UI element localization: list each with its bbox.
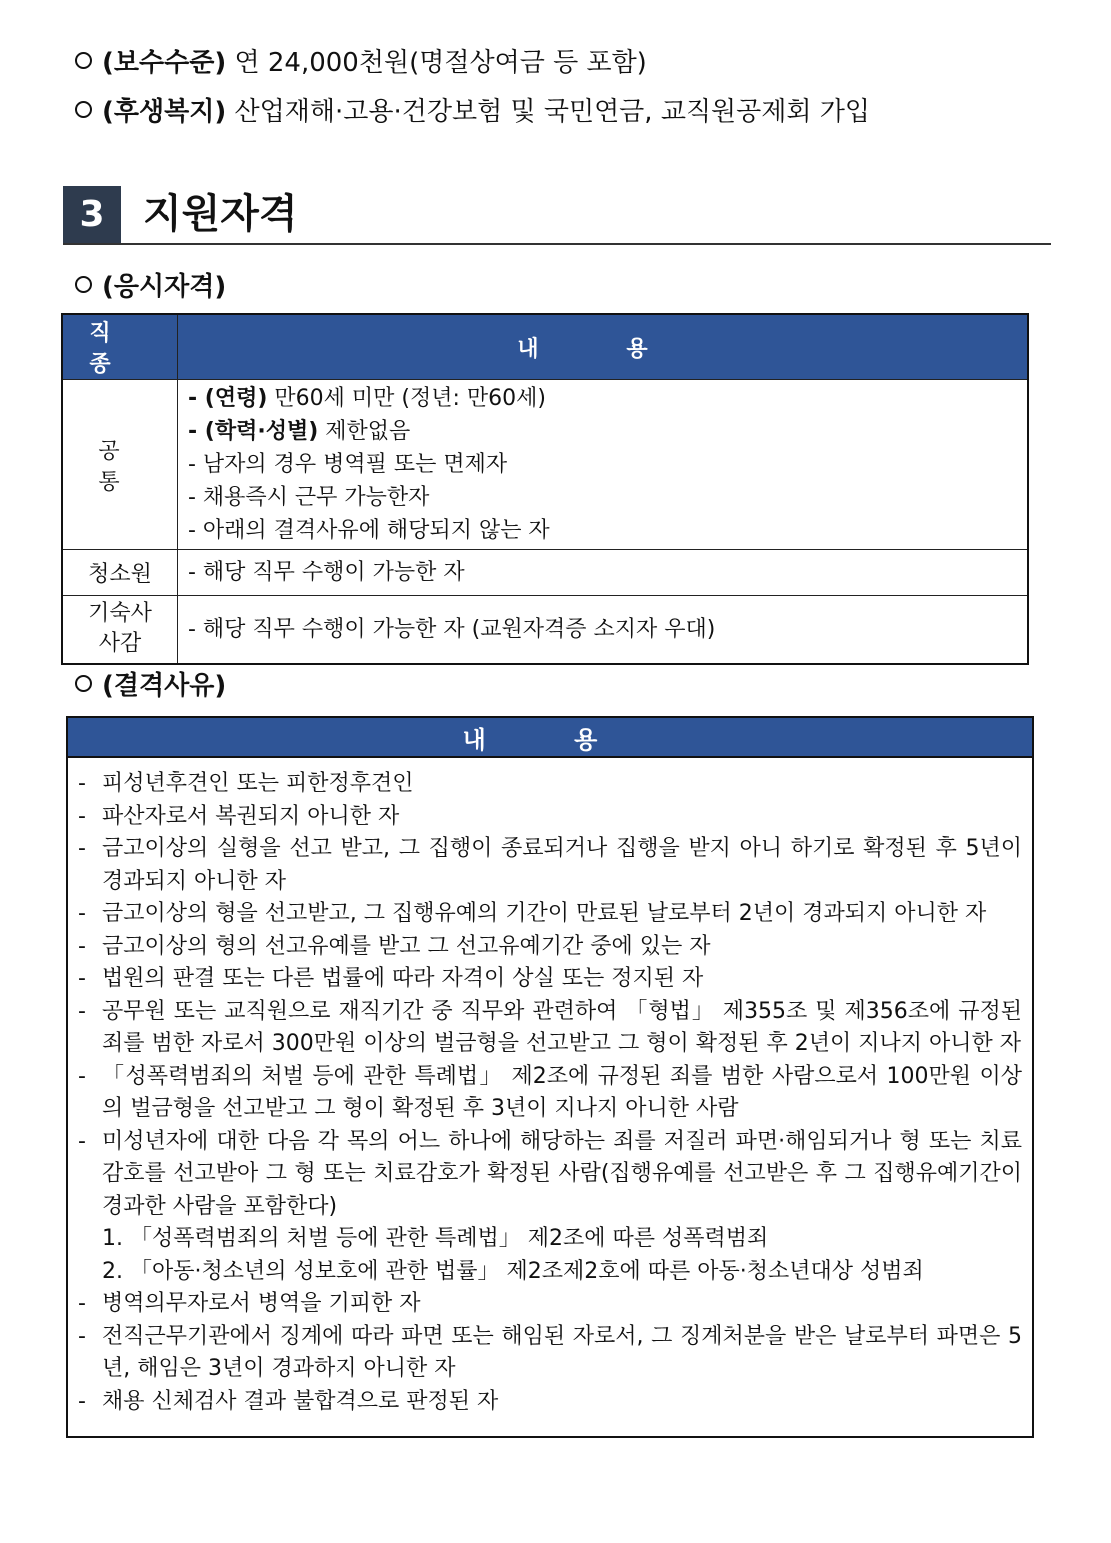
salary-text: 연 24,000천원(명절상여금 등 포함) [226, 48, 647, 78]
row-content: - 해당 직무 수행이 가능한 자 [178, 550, 1029, 596]
list-item: - 피성년후견인 또는 피한정후견인 [78, 771, 414, 796]
disqualification-table [66, 716, 1034, 1438]
content-line: - (연령) 만60세 미만 (정년: 만60세) [188, 386, 546, 411]
table-row [62, 596, 1028, 664]
content-line: - 남자의 경우 병역필 또는 면제자 [188, 452, 508, 477]
bullet-circle-icon [75, 675, 92, 692]
eligibility-heading: (응시자격) [75, 266, 226, 303]
salary-line [75, 42, 647, 79]
salary-label: (보수수준) [102, 48, 227, 78]
list-item: - 공무원 또는 교직원으로 재직기간 중 직무와 관련하여 「형법」 제355조 및 제356조에 규정된 죄를 범한 자로서 300만원 이상의 벌금형을 선고받고 그 형이 확정된 후 2년이 지나지 아니한 자 [78, 998, 1022, 1056]
row-type: 청소원 [62, 550, 178, 596]
table-row [62, 380, 1028, 550]
table-row [62, 550, 1028, 596]
section-header [63, 186, 1051, 245]
disqualification-list [67, 757, 1033, 1437]
list-item: - 「성폭력범죄의 처벌 등에 관한 특례법」 제2조에 규정된 죄를 범한 사람으로서 100만원 이상의 벌금형을 선고받고 그 형이 확정된 후 3년이 지나지 아니한 사람 [78, 1063, 1022, 1121]
row-type: 기숙사 사감 [62, 596, 178, 664]
list-item: - 파산자로서 복권되지 아니한 자 [78, 803, 400, 829]
content-line: - 아래의 결격사유에 해당되지 않는 자 [188, 518, 550, 543]
col-header-content: 내 용 [67, 717, 1033, 757]
bullet-circle-icon [75, 52, 92, 69]
welfare-text: 산업재해·고용·건강보험 및 국민연금, 교직원공제회 가입 [226, 97, 871, 127]
row-content: - 해당 직무 수행이 가능한 자 (교원자격증 소지자 우대) [178, 596, 1029, 664]
list-item: - 미성년자에 대한 다음 각 목의 어느 하나에 해당하는 죄를 저질러 파면·해임되거나 형 또는 치료감호를 선고받아 그 형 또는 치료감호가 확정된 사람(집행유예를 선고받은 후 그 집행유예기간이 경과한 사람을 포함한다) [78, 1128, 1022, 1219]
list-item: - 금고이상의 형을 선고받고, 그 집행유예의 기간이 만료된 날로부터 2년이 경과되지 아니한 자 [78, 901, 987, 926]
list-item: - 채용 신체검사 결과 불합격으로 판정된 자 [78, 1388, 499, 1414]
bullet-circle-icon [75, 101, 92, 118]
list-item: - 금고이상의 형의 선고유예를 받고 그 선고유예기간 중에 있는 자 [78, 933, 711, 959]
sub-list-item: 1. 「성폭력범죄의 처벌 등에 관한 특례법」 제2조에 따른 성폭력범죄 [102, 1226, 769, 1251]
col-header-content: 내 용 [178, 314, 1029, 380]
disqualification-heading: (결격사유) [75, 665, 226, 702]
list-item: - 병역의무자로서 병역을 기피한 자 [78, 1291, 421, 1316]
list-item: - 금고이상의 실형을 선고 받고, 그 집행이 종료되거나 집행을 받지 아니 하기로 확정된 후 5년이 경과되지 아니한 자 [78, 836, 1022, 894]
section-title: 지원자격 [143, 191, 298, 237]
content-line: - (학력·성별) 제한없음 [188, 419, 411, 444]
welfare-line [75, 91, 870, 128]
list-item: - 전직근무기관에서 징계에 따라 파면 또는 해임된 자로서, 그 징계처분을 받은 날로부터 파면은 5년, 해임은 3년이 경과하지 아니한 자 [78, 1323, 1022, 1381]
section-number: 3 [63, 186, 121, 243]
row-type: 공 통 [62, 380, 178, 550]
bullet-circle-icon [75, 276, 92, 293]
eligibility-table [61, 313, 1029, 665]
sub-list-item: 2. 「아동·청소년의 성보호에 관한 법률」 제2조제2호에 따른 아동·청소년대상 성범죄 [102, 1258, 924, 1284]
content-line: - 채용즉시 근무 가능한자 [188, 485, 430, 510]
list-item: - 법원의 판결 또는 다른 법률에 따라 자격이 상실 또는 정지된 자 [78, 966, 704, 991]
col-header-type: 직 종 [62, 314, 178, 380]
row-content [178, 380, 1029, 550]
welfare-label: (후생복지) [102, 97, 227, 127]
